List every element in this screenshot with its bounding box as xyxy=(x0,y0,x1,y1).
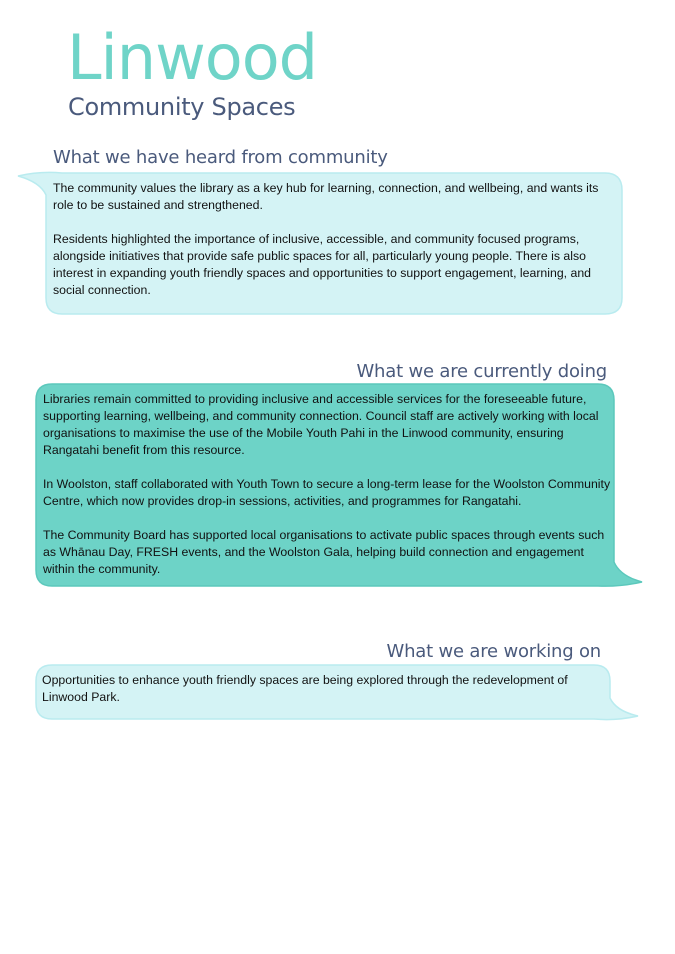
section-heading-working: What we are working on xyxy=(386,641,601,662)
page-subtitle: Community Spaces xyxy=(68,93,296,121)
section-body-heard xyxy=(53,180,618,299)
section-heading-doing: What we are currently doing xyxy=(356,361,607,382)
paragraph: In Woolston, staff collaborated with Youth Town to secure a long-term lease for the Woolston Community Centre, which now provides drop-in sessions, activities, and programmes for Rangatahi. xyxy=(43,477,611,508)
paragraph: Residents highlighted the importance of inclusive, accessible, and community focused programs, alongside initiatives that provide safe public spaces for all, particularly young people. There is also interest in expanding youth friendly spaces and opportunities to support engagement, learning, and social connection. xyxy=(53,232,592,297)
section-body-working xyxy=(42,672,602,706)
paragraph: The community values the library as a key hub for learning, connection, and wellbeing, and wants its role to be sustained and strengthened. xyxy=(53,181,599,212)
paragraph: Opportunities to enhance youth friendly spaces are being explored through the redevelopment of Linwood Park. xyxy=(42,673,568,704)
section-heading-heard: What we have heard from community xyxy=(53,147,388,168)
paragraph: The Community Board has supported local organisations to activate public spaces through events such as Whānau Day, FRESH events, and the Woolston Gala, helping build connection and engagement within the community. xyxy=(43,528,605,576)
section-body-doing xyxy=(43,391,611,578)
paragraph: Libraries remain committed to providing inclusive and accessible services for the foreseeable future, supporting learning, wellbeing, and community connection. Council staff are actively working with local organisations to maximise the use of the Mobile Youth Pahi in the Linwood community, ensuring Rangatahi benefit from this resource. xyxy=(43,392,599,457)
page-title: Linwood xyxy=(67,21,317,94)
